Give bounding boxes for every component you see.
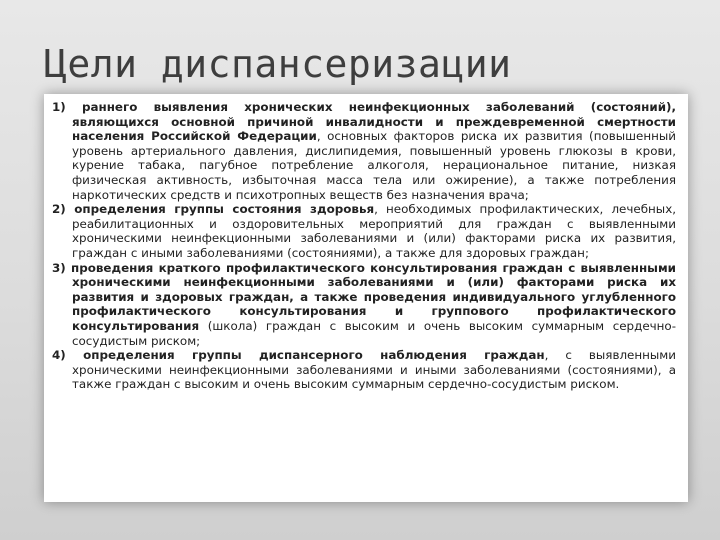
goal-text: (школа) граждан с высоким и очень высоким суммарным сердечно-сосудистым риском; [72, 318, 676, 348]
goal-bold-text: определения группы состояния здоровья [65, 202, 375, 217]
goal-item-3 [52, 261, 676, 349]
goal-item-2 [52, 202, 676, 260]
goal-number: 3) [52, 260, 66, 275]
goals-list [52, 100, 676, 392]
content-card [44, 94, 688, 502]
goal-number: 4) [52, 348, 66, 363]
goal-text: , с выявленными хроническими неинфекционными заболеваниями и иными заболеваниями (состояниями), а также граждан с высоким и очень высоким суммарным сердечно-сосудистым риском. [72, 348, 677, 392]
goal-bold-text: раннего выявления хронических неинфекционных заболеваний (состояний), являющихся основной причиной инвалидности и преждевременной смертности населения Российской Федерации [65, 100, 676, 144]
goal-bold-text: проведения краткого профилактического консультирования граждан с выявленными хроническими неинфекционными заболеваниями и (или) факторами риска их развития и здоровых граждан, а также проведения индивидуального углубленного профилактического консультирования и группового профилактического консультирования [65, 260, 676, 333]
goal-text: , необходимых профилактических, лечебных, реабилитационных и оздоровительных мероприятий для граждан с выявленными хроническими неинфекционными заболеваниями и (или) факторами риска их развития, граждан с иными заболеваниями (состояниями), а также для здоровых граждан; [72, 202, 677, 260]
slide-title: Цели диспансеризации [44, 42, 512, 86]
goal-number: 1) [52, 100, 66, 114]
goal-item-4 [52, 348, 676, 392]
goal-number: 2) [52, 202, 66, 217]
goal-text: , основных факторов риска их развития (повышенный уровень артериального давления, дислипидемия, повышенный уровень глюкозы в крови, курение табака, пагубное потребление алкоголя, нерациональное питание, низкая физическая активность, избыточная масса тела или ожирение), а также потребления наркотических средств и психотропных веществ без назначения врача; [72, 129, 677, 202]
goal-item-1 [52, 100, 676, 202]
goal-bold-text: определения группы диспансерного наблюдения граждан [65, 348, 545, 363]
